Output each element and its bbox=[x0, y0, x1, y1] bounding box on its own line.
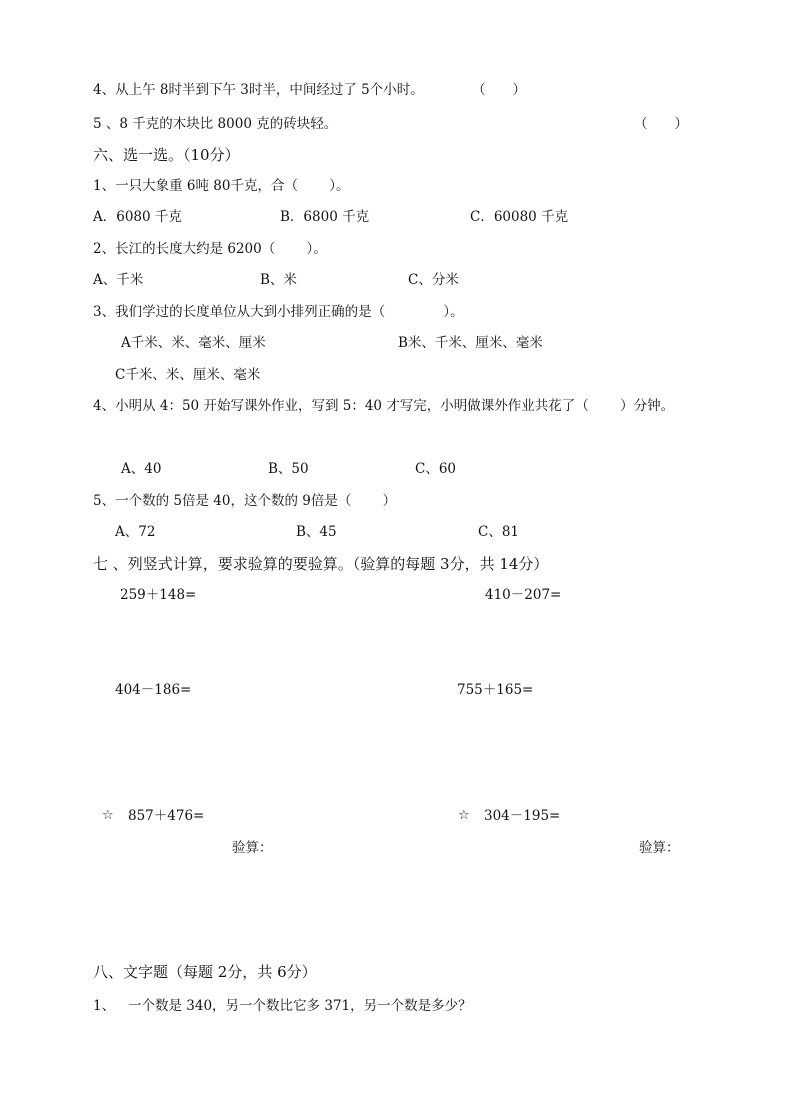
section-title: 八、文字题（每题 2分，共 6分） bbox=[93, 963, 317, 981]
option: B、50 bbox=[268, 461, 309, 477]
calc-problem: 404－186= bbox=[115, 682, 192, 698]
option: A．6080 千克 bbox=[93, 209, 182, 225]
question-stem: 3、我们学过的长度单位从大到小排列正确的是（ ）。 bbox=[93, 304, 464, 320]
question-stem: 2、长江的长度大约是 6200（ ）。 bbox=[93, 241, 327, 257]
calc-problem: 259＋148= bbox=[120, 587, 197, 603]
option: C千米、米、厘米、毫米 bbox=[115, 367, 261, 383]
option: C、81 bbox=[478, 524, 520, 540]
option: A千米、米、毫米、厘米 bbox=[121, 335, 266, 351]
question-stem: 一个数是 340，另一个数比它多 371，另一个数是多少？ bbox=[128, 998, 472, 1014]
option: A、40 bbox=[121, 461, 162, 477]
option: C、60 bbox=[415, 461, 457, 477]
question-stem: 4、小明从 4：50 开始写课外作业，写到 5：40 才写完，小明做课外作业共花了（ ）分钟。 bbox=[93, 398, 675, 414]
check-label: 验算： bbox=[232, 840, 273, 856]
calc-problem: 755＋165= bbox=[457, 682, 534, 698]
star-icon: ☆ bbox=[458, 808, 470, 823]
section-title: 七 、列竖式计算，要求验算的要验算。（验算的每题 3分，共 14分） bbox=[93, 555, 549, 573]
section-title: 六、选一选。（10分） bbox=[93, 146, 240, 164]
judge-question-4: 4、从上午 8时半到下午 3时半，中间经过了 5个小时。 bbox=[93, 82, 424, 98]
calc-problem: 857＋476= bbox=[128, 808, 205, 824]
check-label: 验算： bbox=[639, 840, 680, 856]
question-stem: 5、一个数的 5倍是 40，这个数的 9倍是（ ） bbox=[93, 493, 397, 509]
option: C．60080 千克 bbox=[470, 209, 569, 225]
calc-problem: 410－207= bbox=[485, 587, 562, 603]
judge-question-5: 5 、8 千克的木块比 8000 克的砖块轻。 bbox=[93, 116, 338, 132]
option: B、米 bbox=[260, 272, 297, 288]
option: C、分米 bbox=[408, 272, 459, 288]
answer-blank: （ ） bbox=[472, 82, 526, 98]
option: A、千米 bbox=[93, 272, 144, 288]
calc-problem: 304－195= bbox=[484, 808, 561, 824]
star-icon: ☆ bbox=[102, 808, 114, 823]
option: B．6800 千克 bbox=[280, 209, 370, 225]
option: B米、千米、厘米、毫米 bbox=[398, 335, 543, 351]
question-stem: 1、一只大象重 6吨 80千克，合（ ）。 bbox=[93, 178, 350, 194]
answer-blank: （ ） bbox=[634, 116, 688, 132]
question-number: 1、 bbox=[93, 998, 116, 1014]
option: A、72 bbox=[115, 524, 156, 540]
option: B、45 bbox=[296, 524, 337, 540]
